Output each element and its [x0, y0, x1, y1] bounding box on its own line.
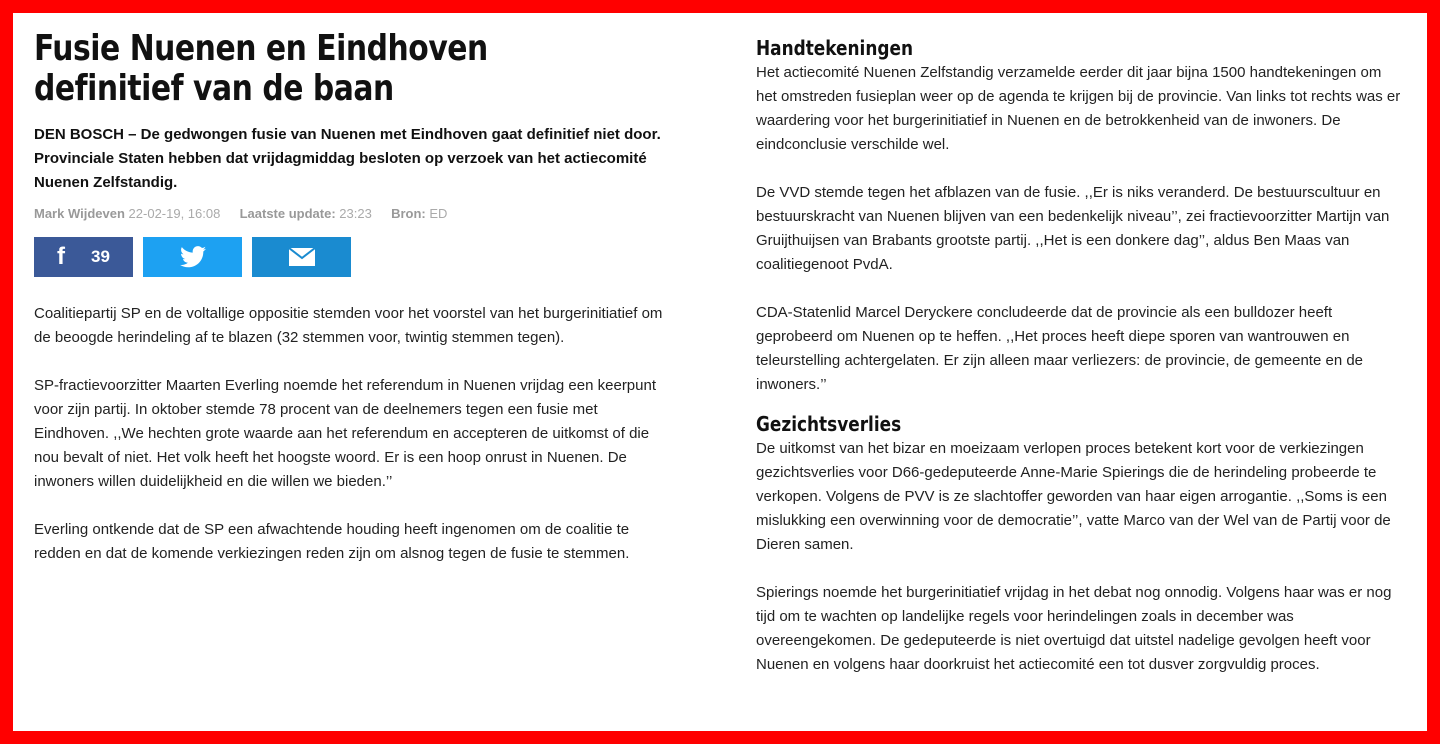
source: ED [429, 206, 448, 221]
twitter-icon [180, 246, 206, 268]
author[interactable]: Mark Wijdeven [34, 206, 125, 221]
article-frame [13, 13, 1427, 731]
title-line-1: Fusie Nuenen en Eindhoven [34, 28, 488, 69]
facebook-share-count: 39 [91, 247, 110, 266]
source-label: Bron: [391, 206, 426, 221]
update-time: 23:23 [339, 206, 372, 221]
article-meta [34, 205, 674, 223]
paragraph: Coalitiepartij SP en de voltallige oppositie stemden voor het voorstel van het burgerinitiatief om de beoogde herindeling af te blazen (32 stemmen voor, twintig stemmen tegen). [34, 305, 663, 346]
article-left-column [34, 29, 674, 566]
mail-share-button[interactable] [252, 237, 351, 277]
article-lead: DEN BOSCH – De gedwongen fusie van Nuenen met Eindhoven gaat definitief niet door. Provinciale Staten hebben dat vrijdagmiddag besloten op verzoek van het actiecomité Nuenen Zelfstandig. [34, 126, 661, 191]
paragraph: De uitkomst van het bizar en moeizaam verlopen proces betekent kort voor de verkiezingen gezichtsverlies voor D66-gedeputeerde Anne-Marie Spierings die de herindeling probeerde te verkopen. Volgens de PVV is ze slachtoffer geworden van haar eigen arrogantie. ,,Soms is een mislukking een overwinning voor de democratie’’, vatte Marco van der Wel van de Partij voor de Dieren samen. [756, 440, 1391, 553]
share-bar [34, 237, 674, 277]
twitter-share-button[interactable] [143, 237, 242, 277]
facebook-icon: f [57, 243, 66, 270]
mail-icon [289, 248, 315, 266]
paragraph: De VVD stemde tegen het afblazen van de fusie. ,,Er is niks veranderd. De bestuurscultuur en bestuurskracht van Nuenen blijven van een bedenkelijk niveau’’, zei fractievoorzitter Martijn van Gruijthuijsen van Brabants grootste partij. ,,Het is een donkere dag’’, aldus Ben Maas van coalitiegenoot PvdA. [756, 184, 1390, 273]
publish-date: 22-02-19, 16:08 [128, 206, 221, 221]
section-heading-handtekeningen: Handtekeningen [756, 36, 914, 60]
section-heading-gezichtsverlies: Gezichtsverlies [756, 412, 902, 436]
paragraph: Everling ontkende dat de SP een afwachtende houding heeft ingenomen om de coalitie te redden en dat de komende verkiezingen reden zijn om alsnog tegen de fusie te stemmen. [34, 521, 630, 562]
title-line-2: definitief van de baan [34, 68, 394, 109]
paragraph: Spierings noemde het burgerinitiatief vrijdag in het debat nog onnodig. Volgens haar was er nog tijd om te wachten op landelijke regels voor herindelingen zoals in december was overeengekomen. De gedeputeerde is niet overtuigd dat uitstel nadelige gevolgen heeft voor Nuenen en volgens haar doorkruist het actiecomité een tot dusver zorgvuldig proces. [756, 584, 1392, 673]
facebook-share-button[interactable] [34, 237, 133, 277]
paragraph: SP-fractievoorzitter Maarten Everling noemde het referendum in Nuenen vrijdag een keerpunt voor zijn partij. In oktober stemde 78 procent van de deelnemers tegen een fusie met Eindhoven. ,,We hechten grote waarde aan het referendum en accepteren de uitkomst of die nou bevalt of niet. Het volk heeft het hoogste woord. Er is een hoop onrust in Nuenen. De inwoners willen duidelijkheid en die willen we bieden.’’ [34, 377, 657, 490]
update-label: Laatste update: [239, 206, 336, 221]
article-right-column [756, 35, 1406, 677]
paragraph: Het actiecomité Nuenen Zelfstandig verzamelde eerder dit jaar bijna 1500 handtekeningen om het omstreden fusieplan weer op de agenda te krijgen bij de provincie. Van links tot rechts was er waardering voor het burgerinitiatief in Nuenen en de betrokkenheid van de inwoners. De eindconclusie verschilde wel. [756, 64, 1401, 153]
paragraph: CDA-Statenlid Marcel Deryckere concludeerde dat de provincie als een bulldozer heeft geprobeerd om Nuenen op te heffen. ,,Het proces heeft diepe sporen van wantrouwen en teleurstelling achtergelaten. Er zijn alleen maar verliezers: de provincie, de gemeente en de inwoners.’’ [756, 304, 1364, 393]
article-title [34, 29, 623, 109]
